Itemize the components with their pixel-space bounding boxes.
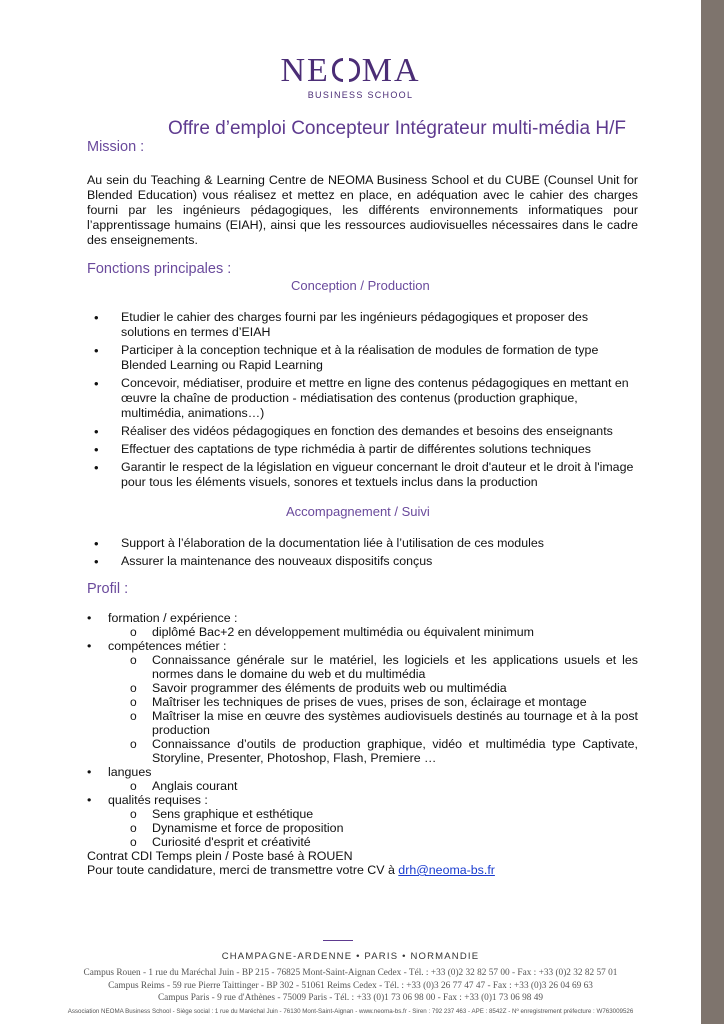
logo-o-mark <box>331 57 361 85</box>
list-item: • Concevoir, médiatiser, produire et mettre en ligne des contenus pédagogiques en mettant en œuvre la chaîne de production - médiatisation des contenus (production graphique, multimédia, animations…) <box>87 376 638 421</box>
mission-text: Au sein du Teaching & Learning Centre de NEOMA Business School et du CUBE (Counsel Unit for Blended Education) vous réalisez et mettez en place, en adéquation avec le cahier des charges fourni par les ingénieurs pédagogiques, les différents environnements informatiques pour l’apprentissage humains (EIAH), ainsi que les ressources audiovisuelles nécessaires dans le cadre des enseignements. <box>87 173 638 247</box>
list-item: • Réaliser des vidéos pédagogiques en fonction des demandes et besoins des enseignants <box>87 424 638 439</box>
profil-group: • formation / expérience : <box>87 611 238 625</box>
contract-info: Contrat CDI Temps plein / Poste basé à ROUEN <box>87 849 353 863</box>
job-title: Offre d’emploi Concepteur Intégrateur multi-média H/F <box>168 118 626 139</box>
email-link[interactable]: drh@neoma-bs.fr <box>398 863 495 877</box>
accompagnement-list <box>87 536 638 572</box>
footer-legal: Association NEOMA Business School - Siège social : 1 rue du Maréchal Juin - 76130 Mont-Saint-Aignan - www.neoma-bs.fr - Siren : 792 237 463 - APE : 8542Z - Nº enregistrement préfecture : W763009526 <box>67 1008 634 1015</box>
fonctions-heading: Fonctions principales : <box>87 261 232 277</box>
conception-heading: Conception / Production <box>291 278 430 293</box>
profil-subitem: o Dynamisme et force de proposition <box>130 821 344 835</box>
footer-campus-rouen: Campus Rouen - 1 rue du Maréchal Juin - BP 215 - 76825 Mont-Saint-Aignan Cedex - Tél. : +33 (0)2 32 82 57 00 - Fax : +33 (0)2 32 82 57 01 <box>83 968 618 978</box>
footer-campus-reims: Campus Reims - 59 rue Pierre Taittinger - BP 302 - 51061 Reims Cedex - Tél. : +33 (0)3 26 77 47 47 - Fax : +33 (0)3 26 04 69 63 <box>108 981 593 991</box>
profil-subitem: o Connaissance d’outils de production graphique, vidéo et multimédia type Captivate, Storyline, Presenter, Photoshop, Flash, Premiere … <box>130 737 638 765</box>
profil-subitem: o Savoir programmer des éléments de produits web ou multimédia <box>130 681 507 695</box>
conception-list <box>87 310 638 493</box>
apply-line: Pour toute candidature, merci de transmettre votre CV à drh@neoma-bs.fr <box>87 863 495 877</box>
profil-subitem: o Maîtriser les techniques de prises de vues, prises de son, éclairage et montage <box>130 695 587 709</box>
list-item: • Effectuer des captations de type richmédia à partir de différentes solutions techniques <box>87 442 638 457</box>
neoma-logo <box>0 54 701 100</box>
list-item: • Participer à la conception technique et à la réalisation de modules de formation de type Blended Learning ou Rapid Learning <box>87 343 638 373</box>
list-item: • Assurer la maintenance des nouveaux dispositifs conçus <box>87 554 638 569</box>
profil-list <box>87 611 638 877</box>
profil-group: • qualités requises : <box>87 793 208 807</box>
footer-regions: CHAMPAGNE-ARDENNE • PARIS • NORMANDIE <box>221 951 480 962</box>
list-item: • Etudier le cahier des charges fourni par les ingénieurs pédagogiques et proposer des solutions en termes d’EIAH <box>87 310 638 340</box>
logo-wordmark: NE MA <box>280 52 421 89</box>
profil-subitem: o Anglais courant <box>130 779 238 793</box>
profil-group: • compétences métier : <box>87 639 227 653</box>
footer-campus-paris: Campus Paris - 9 rue d'Athènes - 75009 Paris - Tél. : +33 (0)1 73 06 98 00 - Fax : +33 (0)1 73 06 98 49 <box>157 993 544 1003</box>
profil-group: • langues <box>87 765 152 779</box>
logo-subtitle: BUSINESS SCHOOL <box>307 90 414 100</box>
list-item: • Support à l’élaboration de la documentation liée à l’utilisation de ces modules <box>87 536 638 551</box>
profil-subitem: o Connaissance générale sur le matériel, les logiciels et les applications usuels et les normes dans le domaine du web et du multimédia <box>130 653 638 681</box>
profil-subitem: o diplômé Bac+2 en développement multimédia ou équivalent minimum <box>130 625 534 639</box>
profil-subitem: o Sens graphique et esthétique <box>130 807 314 821</box>
page-edge-bar <box>701 0 724 1024</box>
profil-heading: Profil : <box>87 581 129 597</box>
profil-subitem: o Maîtriser la mise en œuvre des systèmes audiovisuels destinés au tournage et à la post production <box>130 709 638 737</box>
accompagnement-heading: Accompagnement / Suivi <box>286 504 430 519</box>
footer-divider <box>323 940 353 941</box>
list-item: • Garantir le respect de la législation en vigueur concernant le droit d'auteur et le droit à l'image pour tous les éléments visuels, sonores et textuels inclus dans la production <box>87 460 638 490</box>
mission-heading: Mission : <box>87 139 145 155</box>
profil-subitem: o Curiosité d'esprit et créativité <box>130 835 311 849</box>
